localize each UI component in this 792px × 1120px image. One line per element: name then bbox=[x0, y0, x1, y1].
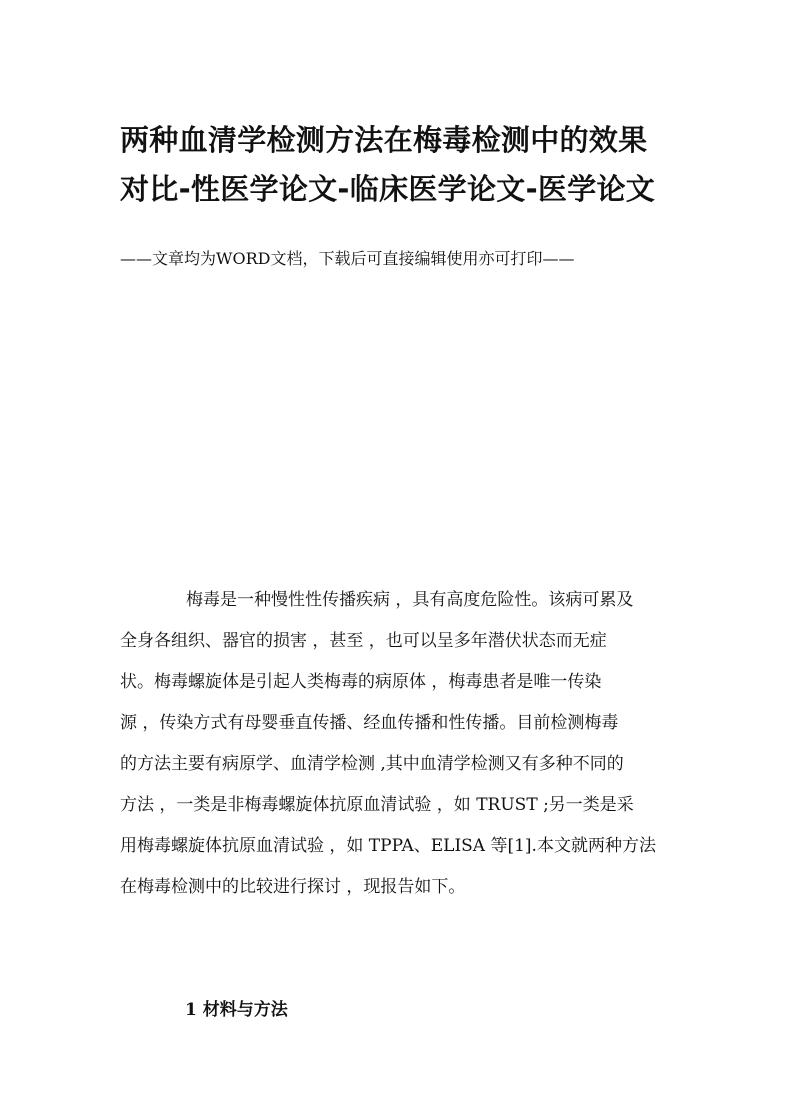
paragraph-line-8: 在梅毒检测中的比较进行探讨 ，现报告如下。 bbox=[120, 877, 466, 897]
paragraph-line-5: 的方法主要有病原学、血清学检测 ,其中血清学检测又有多种不同的 bbox=[120, 754, 624, 774]
intro-paragraph bbox=[120, 580, 672, 908]
paragraph-line-6: 方法 ，一类是非梅毒螺旋体抗原血清试验 ，如 TRUST ;另一类是采 bbox=[120, 795, 634, 815]
paragraph-line-7: 用梅毒螺旋体抗原血清试验 ，如 TPPA、ELISA 等[1].本文就两种方法 bbox=[120, 836, 656, 856]
title-line-1: 两种血清学检测方法在梅毒检测中的效果 bbox=[120, 123, 648, 157]
document-title bbox=[120, 116, 720, 214]
section-heading-materials-methods: 1 材料与方法 bbox=[185, 1000, 288, 1020]
paragraph-line-2: 全身各组织、器官的损害 ，甚至 ，也可以呈多年潜伏状态而无症 bbox=[120, 631, 607, 651]
paragraph-line-4: 源 ，传染方式有母婴垂直传播、经血传播和性传播。目前检测梅毒 bbox=[120, 713, 619, 733]
paragraph-line-3: 状。梅毒螺旋体是引起人类梅毒的病原体 ，梅毒患者是唯一传染 bbox=[120, 672, 602, 692]
title-line-2: 对比-性医学论文-临床医学论文-医学论文 bbox=[120, 172, 656, 206]
paragraph-line-1: 梅毒是一种慢性性传播疾病 ，具有高度危险性。该病可累及 bbox=[186, 590, 634, 610]
document-subtitle-note: ——文章均为WORD文档，下载后可直接编辑使用亦可打印—— bbox=[120, 249, 575, 268]
